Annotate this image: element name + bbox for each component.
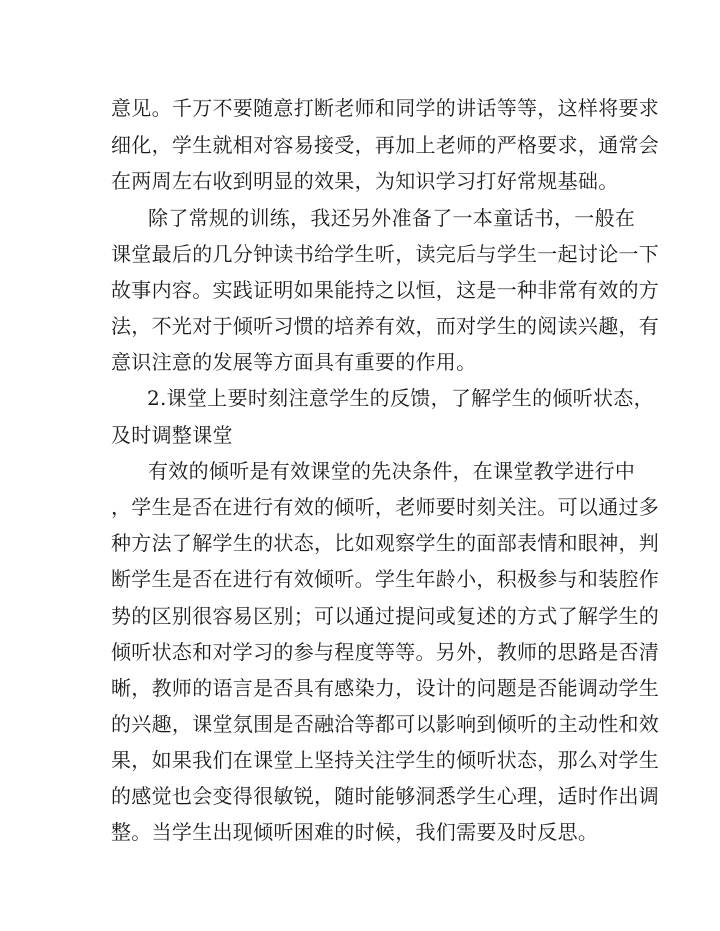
paragraph-3-line-9: 果，如果我们在课堂上坚持关注学生的倾听状态，那么对学生 <box>111 748 660 772</box>
paragraph-3-line-11: 整。当学生出现倾听困难的时候，我们需要及时反思。 <box>111 820 599 844</box>
paragraph-3-line-7: 晰，教师的语言是否具有感染力，设计的问题是否能调动学生 <box>111 676 660 700</box>
section-heading-line-1: 2.课堂上要时刻注意学生的反馈，了解学生的倾听状态， <box>147 386 654 410</box>
paragraph-2-line-5: 意识注意的发展等方面具有重要的作用。 <box>111 350 477 374</box>
paragraph-2-line-2: 课堂最后的几分钟读书给学生听，读完后与学生一起讨论一下 <box>111 242 660 266</box>
paragraph-3-line-6: 倾听状态和对学习的参与程度等等。另外，教师的思路是否清 <box>111 640 660 664</box>
paragraph-3-line-5: 势的区别很容易区别；可以通过提问或复述的方式了解学生的 <box>111 604 660 628</box>
paragraph-2-line-3: 故事内容。实践证明如果能持之以恒，这是一种非常有效的方 <box>111 278 660 302</box>
paragraph-3-line-3: 种方法了解学生的状态，比如观察学生的面部表情和眼神，判 <box>111 531 660 555</box>
paragraph-3-line-4: 断学生是否在进行有效倾听。学生年龄小，积极参与和装腔作 <box>111 567 660 591</box>
paragraph-2-line-4: 法，不光对于倾听习惯的培养有效，而对学生的阅读兴趣，有 <box>111 314 660 338</box>
paragraph-3-line-1: 有效的倾听是有效课堂的先决条件，在课堂教学进行中 <box>148 459 636 483</box>
paragraph-1-line-3: 在两周左右收到明显的效果，为知识学习打好常规基础。 <box>111 169 619 193</box>
paragraph-3-line-10: 的感觉也会变得很敏锐，随时能够洞悉学生心理，适时作出调 <box>111 784 660 808</box>
paragraph-1-line-2: 细化，学生就相对容易接受，再加上老师的严格要求，通常会 <box>111 133 660 157</box>
section-heading-line-2: 及时调整课堂 <box>111 423 233 447</box>
paragraph-2-line-1: 除了常规的训练，我还另外准备了一本童话书，一般在 <box>148 206 636 230</box>
paragraph-1-line-1: 意见。千万不要随意打断老师和同学的讲话等等，这样将要求 <box>111 96 660 120</box>
paragraph-3-line-2: ，学生是否在进行有效的倾听，老师要时刻关注。可以通过多 <box>111 495 660 519</box>
paragraph-3-line-8: 的兴趣，课堂氛围是否融洽等都可以影响到倾听的主动性和效 <box>111 712 660 736</box>
